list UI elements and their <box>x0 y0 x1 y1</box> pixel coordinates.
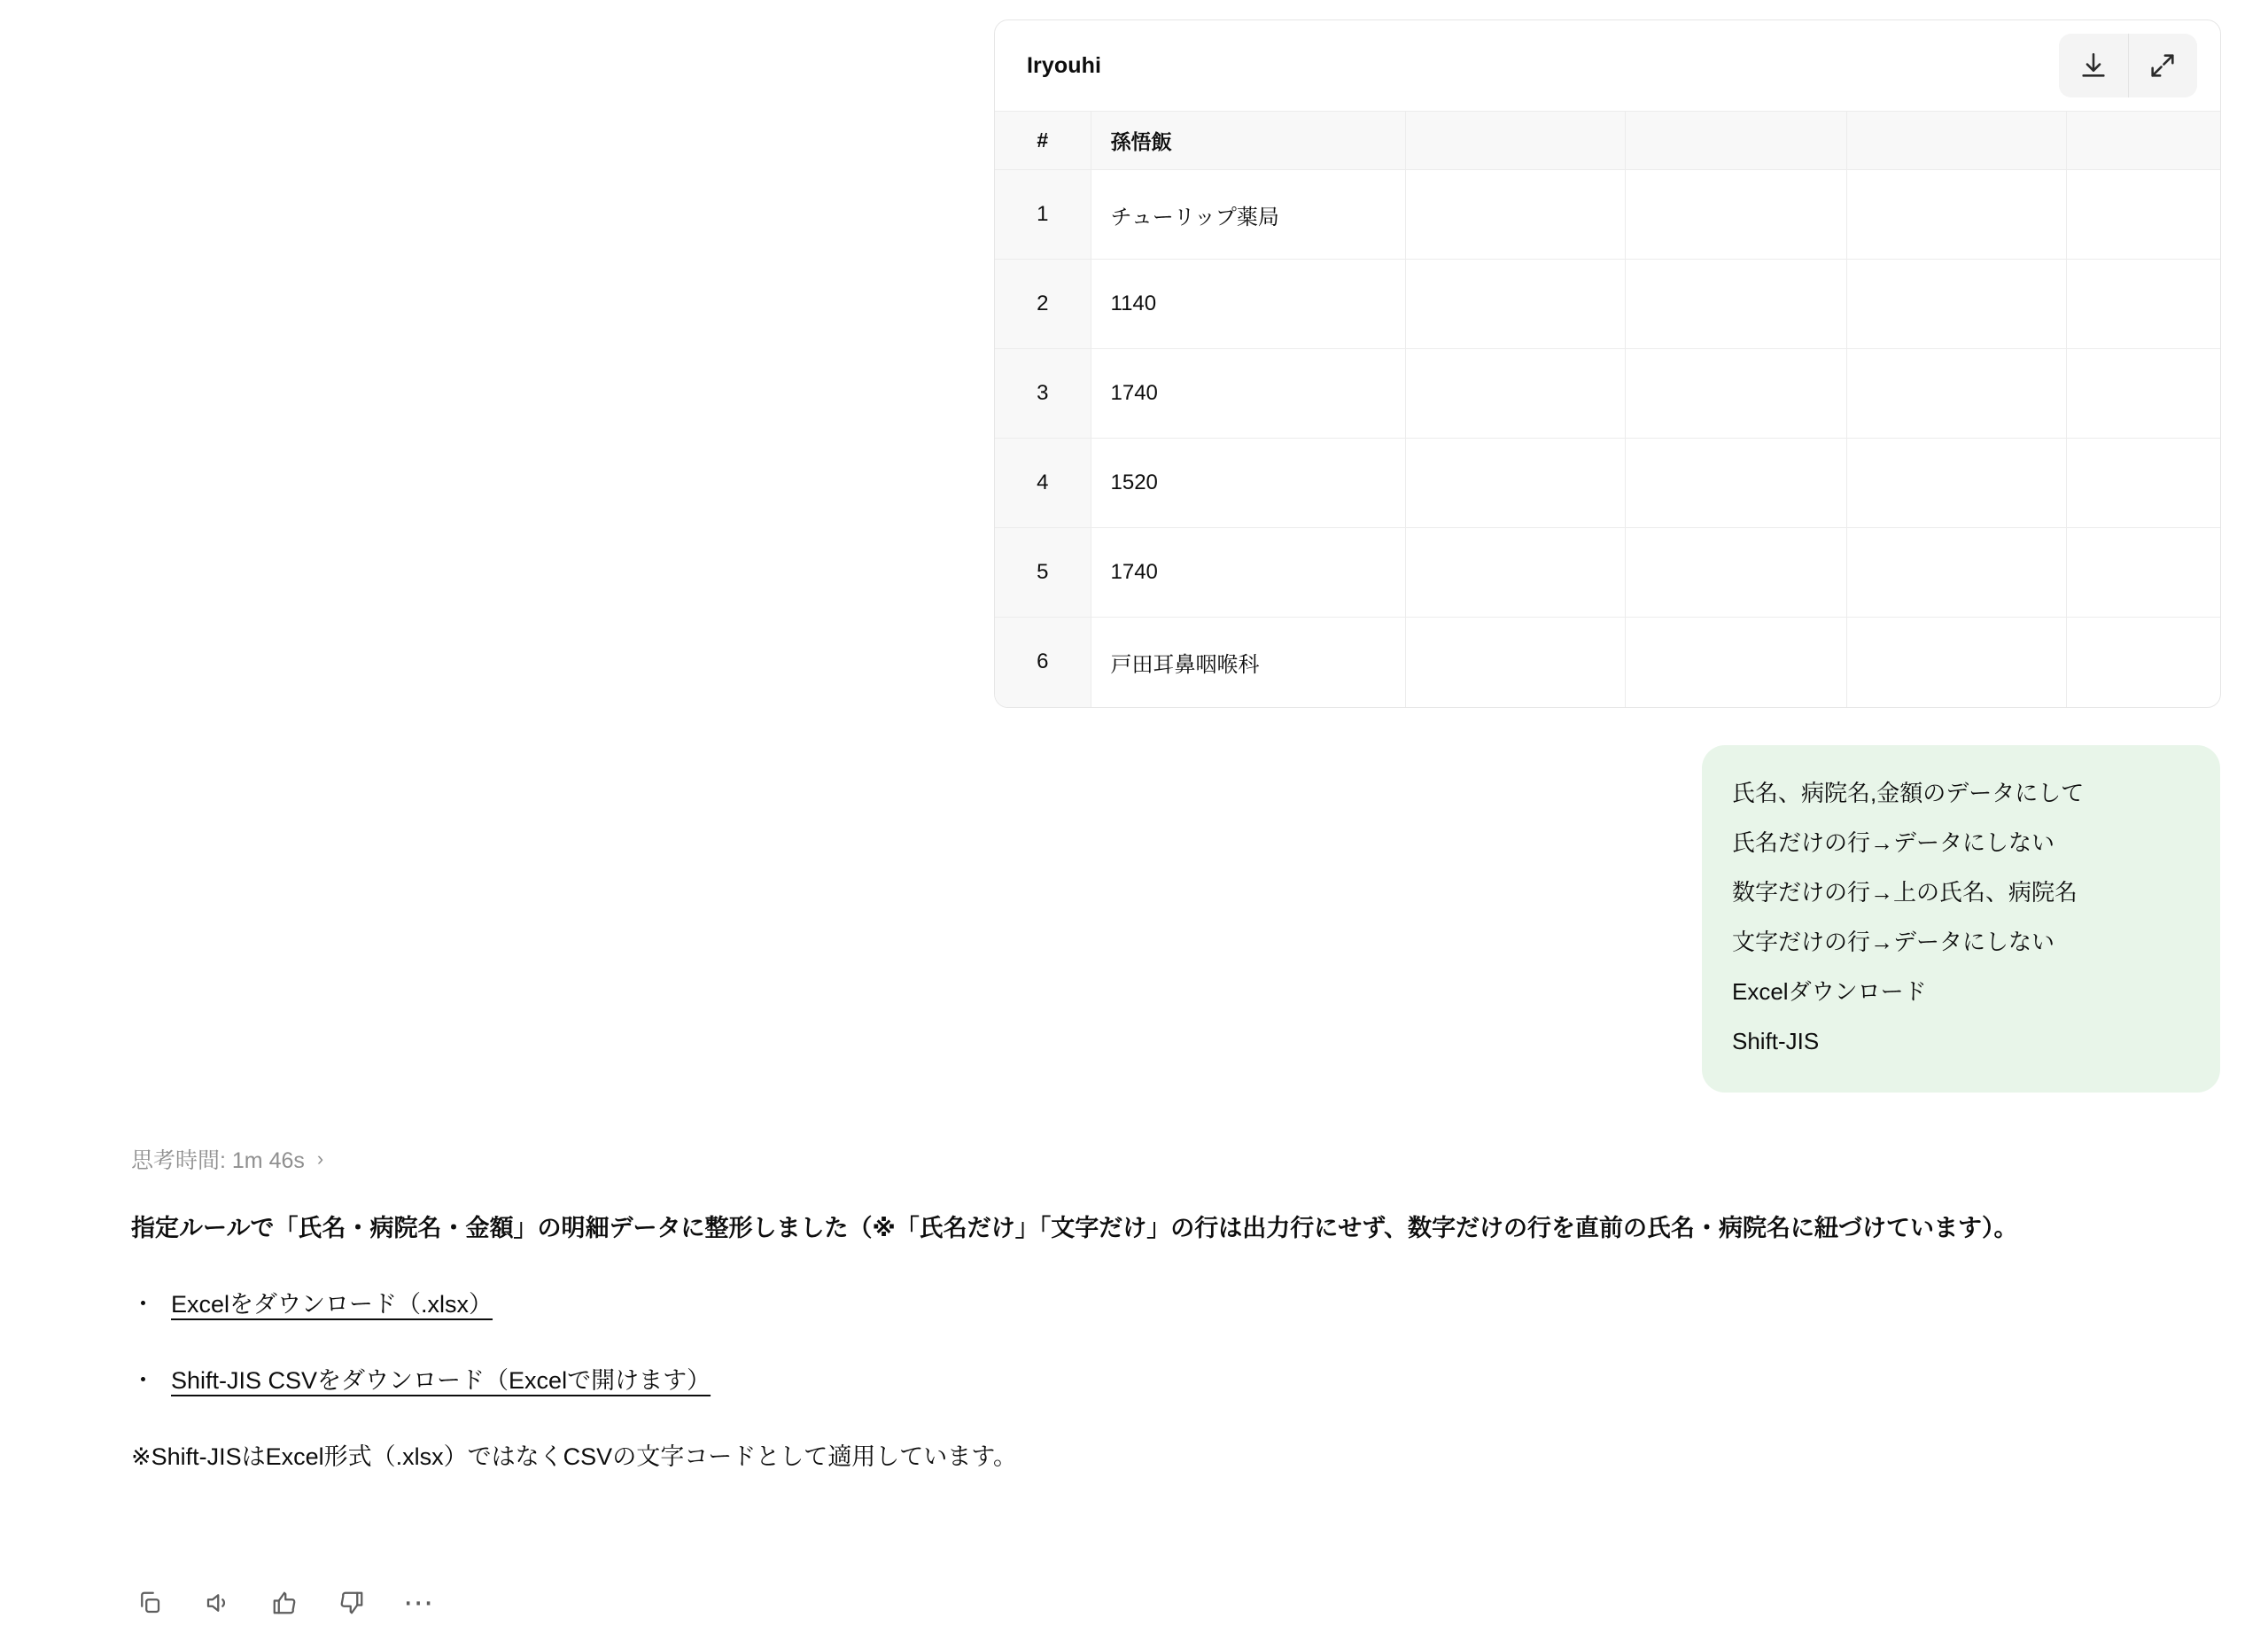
column-header-index: # <box>995 112 1091 170</box>
assistant-paragraph: 指定ルールで「氏名・病院名・金額」の明細データに整形しました（※「氏名だけ」「文字だけ」の行は出力行にせず、数字だけの行を直前の氏名・病院名に紐づけています）。 <box>131 1215 2018 1241</box>
cell-2 <box>1405 260 1625 349</box>
row-index: 4 <box>995 439 1091 528</box>
cell-1: 戸田耳鼻咽喉科 <box>1091 618 1405 707</box>
user-message-line: Excelダウンロード <box>1732 978 1927 1005</box>
table-row <box>995 528 2221 618</box>
cell-1: 1740 <box>1091 349 1405 439</box>
download-links-list <box>131 1285 2124 1400</box>
copy-icon <box>136 1590 163 1616</box>
user-message-bubble <box>1702 745 2220 1093</box>
list-item <box>131 1361 2124 1400</box>
download-button[interactable] <box>2059 34 2128 97</box>
assistant-note: ※Shift-JISはExcel形式（.xlsx）ではなくCSVの文字コードとして適用しています。 <box>131 1443 1018 1470</box>
bullet-icon: ・ <box>131 1291 155 1318</box>
download-csv-link[interactable]: Shift-JIS CSVをダウンロード（Excelで開けます） <box>171 1367 711 1394</box>
cell-4 <box>1846 260 2066 349</box>
cell-4 <box>1846 618 2066 707</box>
bullet-icon: ・ <box>131 1367 155 1394</box>
table-preview-card <box>994 19 2221 708</box>
cell-4 <box>1846 349 2066 439</box>
thinking-time-label: 思考時間: 1m 46s <box>131 1148 305 1173</box>
expand-button[interactable] <box>2128 34 2197 97</box>
user-message-line: 氏名、病院名,金額のデータにして <box>1732 780 2085 806</box>
chevron-right-icon: › <box>316 1147 324 1170</box>
cell-4 <box>1846 170 2066 260</box>
row-index: 1 <box>995 170 1091 260</box>
cell-2 <box>1405 170 1625 260</box>
cell-4 <box>1846 528 2066 618</box>
thinking-time-toggle[interactable] <box>131 1143 323 1175</box>
user-message-line: Shift-JIS <box>1732 1028 1820 1054</box>
cell-3 <box>1625 170 1846 260</box>
row-index: 3 <box>995 349 1091 439</box>
cell-4 <box>1846 439 2066 528</box>
cell-3 <box>1625 439 1846 528</box>
cell-5 <box>2066 170 2221 260</box>
cell-5 <box>2066 618 2221 707</box>
copy-button[interactable] <box>131 1584 168 1622</box>
row-index: 5 <box>995 528 1091 618</box>
download-icon <box>2078 51 2109 81</box>
thumbs-up-icon <box>271 1590 298 1616</box>
user-message-line: 文字だけの行→データにしない <box>1732 929 2055 955</box>
user-message-line: 数字だけの行→上の氏名、病院名 <box>1732 879 2078 906</box>
cell-3 <box>1625 528 1846 618</box>
cell-3 <box>1625 618 1846 707</box>
message-action-row <box>131 1584 438 1622</box>
cell-2 <box>1405 439 1625 528</box>
cell-3 <box>1625 349 1846 439</box>
speaker-icon <box>204 1590 230 1616</box>
assistant-message <box>131 1143 2124 1476</box>
table-head <box>995 112 2221 170</box>
table-row <box>995 439 2221 528</box>
row-index: 6 <box>995 618 1091 707</box>
download-xlsx-link[interactable]: Excelをダウンロード（.xlsx） <box>171 1291 493 1318</box>
table-row <box>995 349 2221 439</box>
read-aloud-button[interactable] <box>198 1584 236 1622</box>
column-header-1: 孫悟飯 <box>1091 112 1405 170</box>
cell-1: チューリップ薬局 <box>1091 170 1405 260</box>
table-row <box>995 618 2221 707</box>
cell-1: 1740 <box>1091 528 1405 618</box>
table-card-actions <box>2059 34 2197 97</box>
cell-5 <box>2066 260 2221 349</box>
thumbs-up-button[interactable] <box>266 1584 303 1622</box>
cell-1: 1520 <box>1091 439 1405 528</box>
list-item <box>131 1285 2124 1324</box>
thumbs-down-button[interactable] <box>333 1584 370 1622</box>
cell-2 <box>1405 528 1625 618</box>
cell-2 <box>1405 618 1625 707</box>
cell-5 <box>2066 349 2221 439</box>
table-row <box>995 170 2221 260</box>
cell-3 <box>1625 260 1846 349</box>
column-header-2 <box>1405 112 1625 170</box>
column-header-4 <box>1846 112 2066 170</box>
data-table <box>995 111 2221 707</box>
table-title: Iryouhi <box>1027 52 1102 78</box>
thumbs-down-icon <box>338 1590 365 1616</box>
table-header-row <box>995 112 2221 170</box>
table-row <box>995 260 2221 349</box>
table-body <box>995 170 2221 707</box>
table-card-header <box>995 20 2220 111</box>
more-options-button[interactable] <box>400 1584 438 1622</box>
row-index: 2 <box>995 260 1091 349</box>
cell-5 <box>2066 528 2221 618</box>
expand-icon <box>2148 51 2178 81</box>
user-message-line: 氏名だけの行→データにしない <box>1732 829 2055 856</box>
cell-1: 1140 <box>1091 260 1405 349</box>
cell-5 <box>2066 439 2221 528</box>
column-header-5 <box>2066 112 2221 170</box>
cell-2 <box>1405 349 1625 439</box>
column-header-3 <box>1625 112 1846 170</box>
ellipsis-icon: ⋯ <box>403 1586 435 1620</box>
